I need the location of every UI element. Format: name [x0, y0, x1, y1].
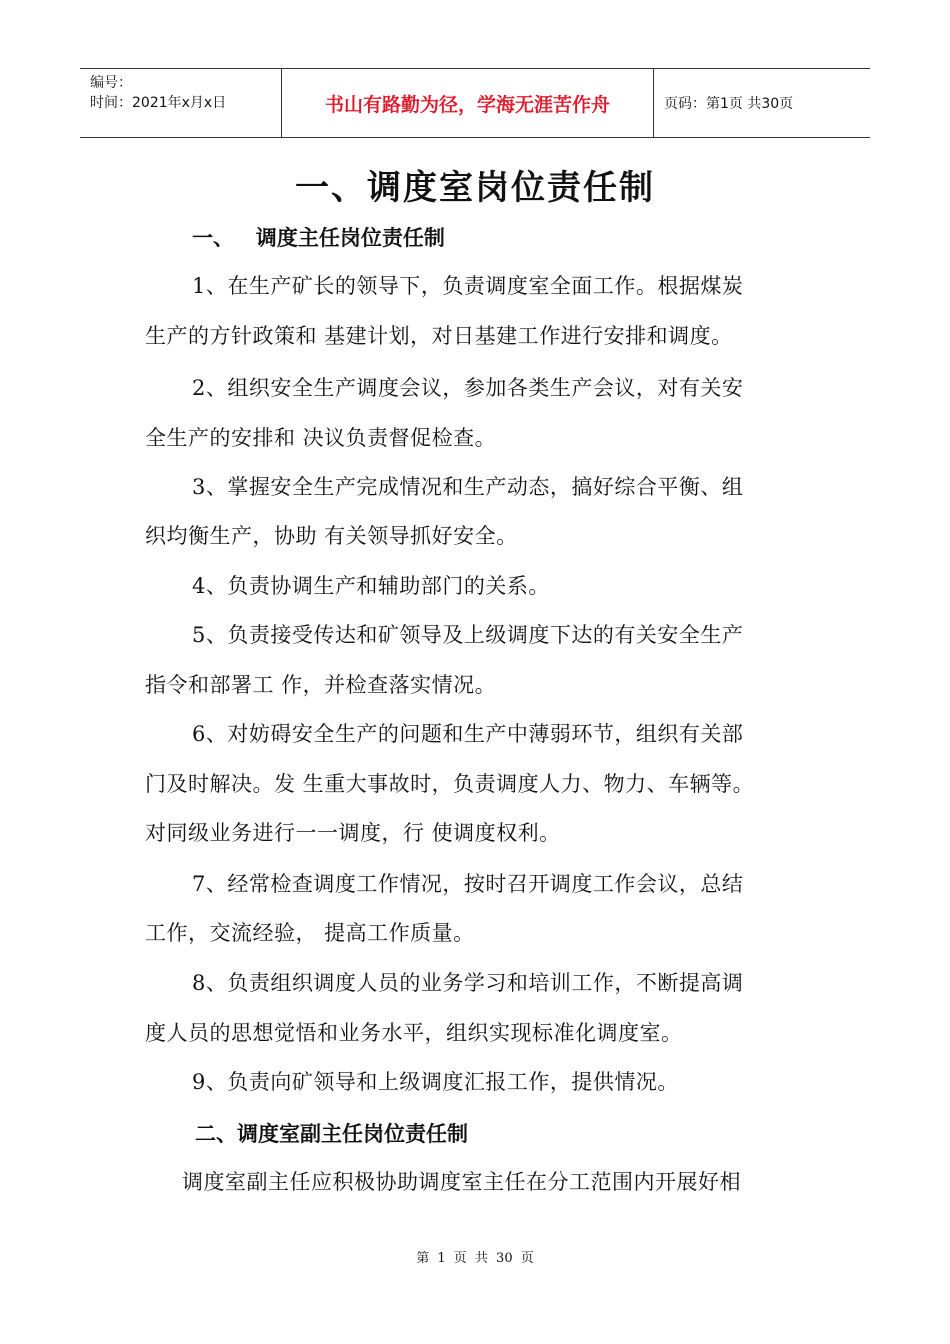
document-title: 一、调度室岗位责任制: [295, 168, 655, 208]
body-line: 2、组织安全生产调度会议，参加各类生产会议，对有关安: [192, 376, 744, 400]
document-number-label: 编号：: [90, 75, 132, 91]
body-line: 度人员的思想觉悟和业务水平，组织实现标准化调度室。: [145, 1021, 683, 1045]
body-line: 织均衡生产，协助 有关领导抓好安全。: [145, 524, 518, 548]
header-table: [80, 68, 870, 138]
body-line: 9、负责向矿领导和上级调度汇报工作，提供情况。: [192, 1070, 679, 1094]
header-motto: 书山有路勤为径，学海无涯苦作舟: [282, 69, 654, 137]
body-line: 对同级业务进行一一调度，行 使调度权利。: [145, 821, 561, 845]
body-line: 1、在生产矿长的领导下，负责调度室全面工作。根据煤炭: [192, 274, 744, 298]
body-line: 工作，交流经验， 提高工作质量。: [145, 921, 475, 945]
document-date-label: 时间：2021年x月x日: [90, 95, 227, 111]
page-footer: 第 1 页 共 30 页: [416, 1251, 534, 1266]
body-line: 生产的方针政策和 基建计划，对日基建工作进行安排和调度。: [145, 324, 733, 348]
body-line: 6、对妨碍安全生产的问题和生产中薄弱环节，组织有关部: [192, 722, 744, 746]
body-line: 7、经常检查调度工作情况，按时召开调度工作会议，总结: [192, 872, 744, 896]
body-line: 5、负责接受传达和矿领导及上级调度下达的有关安全生产: [192, 623, 744, 647]
body-line: 3、掌握安全生产完成情况和生产动态，搞好综合平衡、组: [192, 475, 744, 499]
header-page-info: 页码：第1页 共30页: [664, 96, 794, 112]
header-meta-cell: [80, 69, 282, 137]
body-line: 全生产的安排和 决议负责督促检查。: [145, 426, 497, 450]
body-line: 门及时解决。发 生重大事故时，负责调度人力、物力、车辆等。: [145, 772, 755, 796]
body-line: 8、负责组织调度人员的业务学习和培训工作，不断提高调: [192, 971, 744, 995]
section-heading-2: 二、调度室副主任岗位责任制: [195, 1122, 468, 1146]
body-line: 指令和部署工 作，并检查落实情况。: [145, 673, 497, 697]
section-heading-1: 一、 调度主任岗位责任制: [192, 226, 445, 250]
body-line: 4、负责协调生产和辅助部门的关系。: [192, 574, 550, 598]
body-line: 调度室副主任应积极协助调度室主任在分工范围内开展好相: [182, 1170, 741, 1194]
